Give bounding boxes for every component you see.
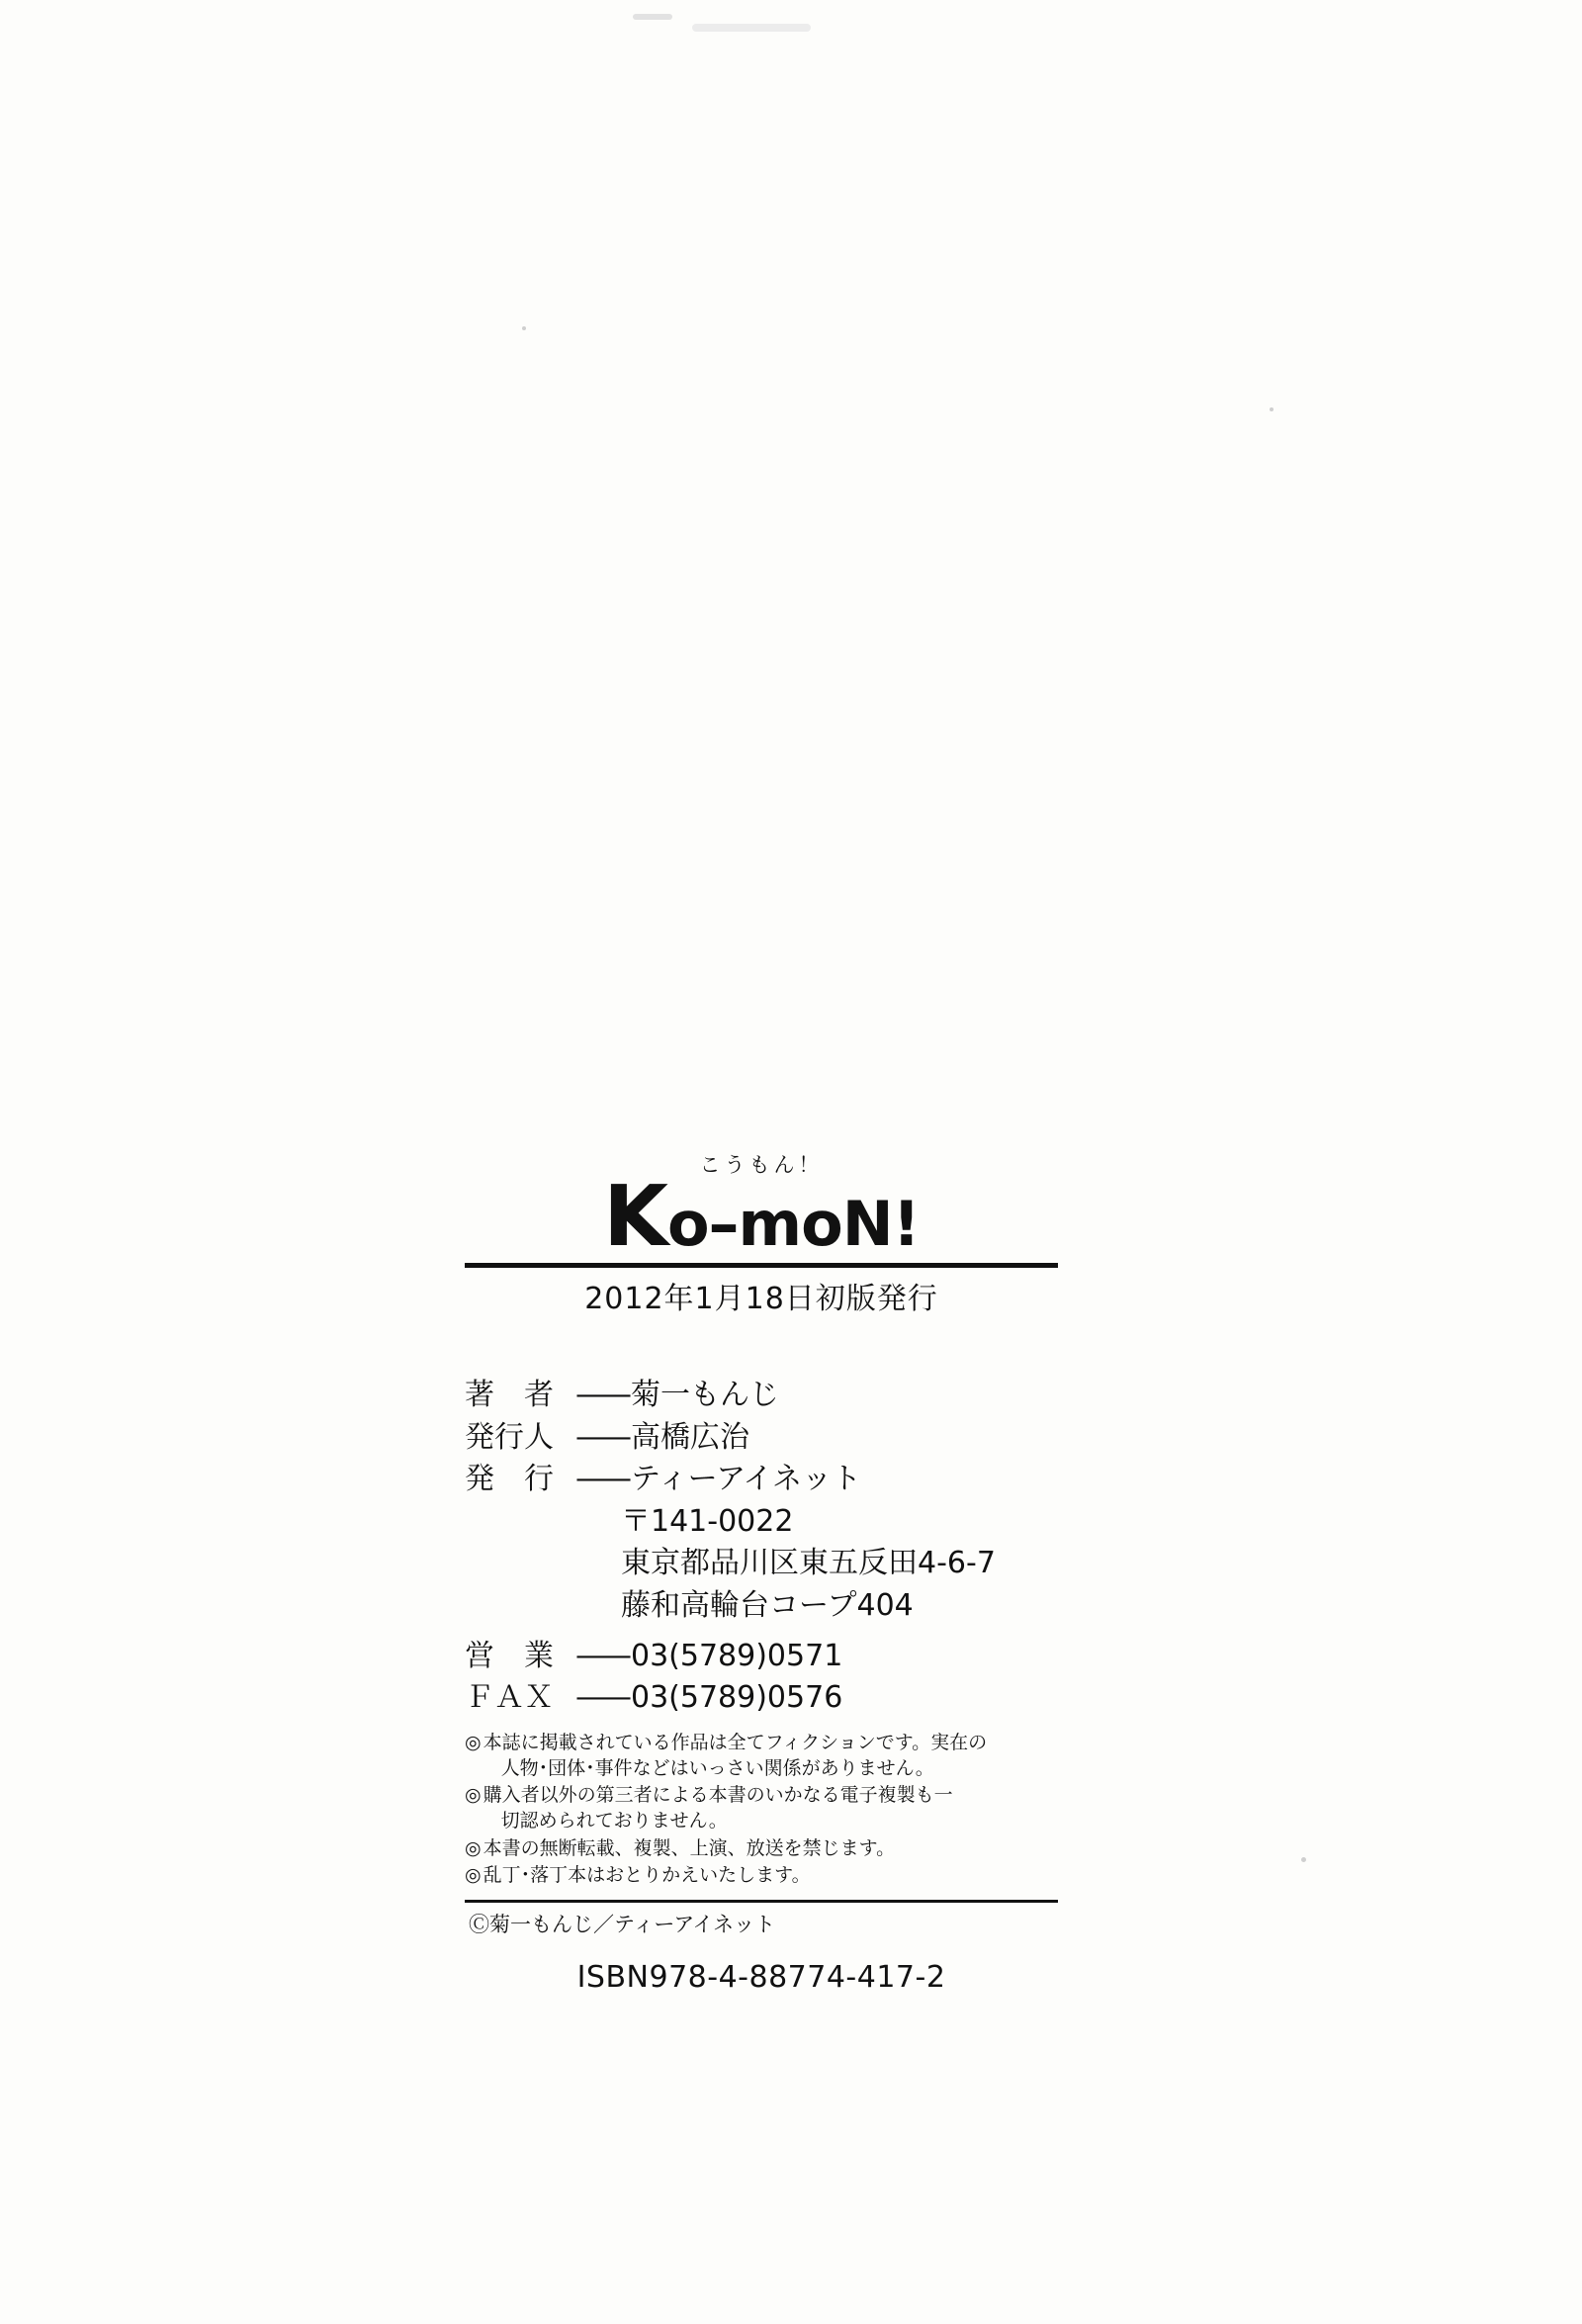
credit-dash: —— bbox=[575, 1680, 629, 1716]
copyright-line: Ⓒ菊一もんじ／ティーアイネット bbox=[469, 1913, 776, 1937]
scan-speck bbox=[633, 14, 672, 20]
contact-label-sales: 営 業 bbox=[465, 1638, 554, 1673]
notice-item bbox=[465, 1730, 1058, 1781]
book-title-logo-rest: o–moN! bbox=[666, 1188, 920, 1260]
notice-item bbox=[465, 1835, 1058, 1861]
credit-dash: —— bbox=[575, 1419, 629, 1455]
credit-row-author bbox=[465, 1375, 1058, 1417]
credit-dash: —— bbox=[575, 1638, 629, 1673]
credit-dash: —— bbox=[575, 1378, 629, 1412]
address-street: 東京都品川区東五反田4-6-7 bbox=[621, 1546, 996, 1581]
title-ruby: こうもん！ bbox=[699, 1153, 824, 1177]
credit-row-publisher-person bbox=[465, 1417, 1058, 1460]
notice-text bbox=[483, 1782, 1058, 1833]
notice-text bbox=[483, 1835, 1058, 1861]
contact-row-sales bbox=[465, 1636, 1058, 1678]
credit-value-publisher-person: 高橋広治 bbox=[631, 1419, 749, 1455]
address-postal-code: 〒141-0022 bbox=[621, 1503, 794, 1539]
book-title-logo-main: K bbox=[603, 1168, 667, 1266]
credit-value-author: 菊一もんじ bbox=[631, 1378, 779, 1412]
title-block bbox=[465, 1153, 1058, 1317]
credit-label-publisher: 発 行 bbox=[465, 1462, 554, 1497]
credit-label-author: 著 者 bbox=[465, 1378, 554, 1412]
contact-label-fax: ＦＡＸ bbox=[465, 1680, 554, 1716]
contact-value-fax: 03(5789)0576 bbox=[631, 1680, 843, 1716]
notice-bullet-icon: ◎ bbox=[465, 1863, 482, 1886]
credit-value-publisher: ティーアイネット bbox=[631, 1462, 862, 1497]
notice-item bbox=[465, 1782, 1058, 1833]
legal-notices bbox=[465, 1730, 1058, 1888]
notice-bullet-icon: ◎ bbox=[465, 1784, 482, 1807]
notice-line: 購入者以外の第三者による本書のいかなる電子複製も一 bbox=[483, 1784, 953, 1807]
scan-speck bbox=[692, 24, 811, 32]
notice-text bbox=[483, 1730, 1058, 1781]
colophon-block bbox=[465, 1153, 1058, 1996]
notice-line: 本書の無断転載、複製、上演、放送を禁じます。 bbox=[483, 1836, 896, 1859]
publication-date: 2012年1月18日初版発行 bbox=[584, 1282, 938, 1316]
notice-bullet-icon: ◎ bbox=[465, 1731, 482, 1753]
notice-text bbox=[483, 1862, 1058, 1888]
notice-line: 乱丁･落丁本はおとりかえいたします。 bbox=[483, 1863, 811, 1886]
contact-value-sales: 03(5789)0571 bbox=[631, 1638, 843, 1673]
notice-line: 切認められておりません。 bbox=[500, 1810, 728, 1832]
footer-divider bbox=[465, 1900, 1058, 1903]
scan-speck bbox=[522, 326, 526, 330]
credits-list bbox=[465, 1375, 1058, 1720]
notice-bullet-icon: ◎ bbox=[465, 1836, 482, 1859]
credit-dash: —— bbox=[575, 1462, 629, 1497]
notice-item bbox=[465, 1862, 1058, 1888]
address-building: 藤和高輪台コープ404 bbox=[621, 1587, 914, 1623]
contact-row-fax bbox=[465, 1677, 1058, 1720]
credit-label-publisher-person: 発行人 bbox=[465, 1419, 554, 1455]
notice-line: 人物･団体･事件などはいっさい関係がありません。 bbox=[500, 1756, 934, 1779]
scan-speck bbox=[1270, 407, 1274, 411]
credit-row-publisher bbox=[465, 1459, 1058, 1501]
isbn-number: ISBN978-4-88774-417-2 bbox=[576, 1960, 946, 1996]
notice-line: 本誌に掲載されている作品は全てフィクションです。実在の bbox=[483, 1731, 988, 1753]
scan-speck bbox=[1301, 1857, 1306, 1862]
